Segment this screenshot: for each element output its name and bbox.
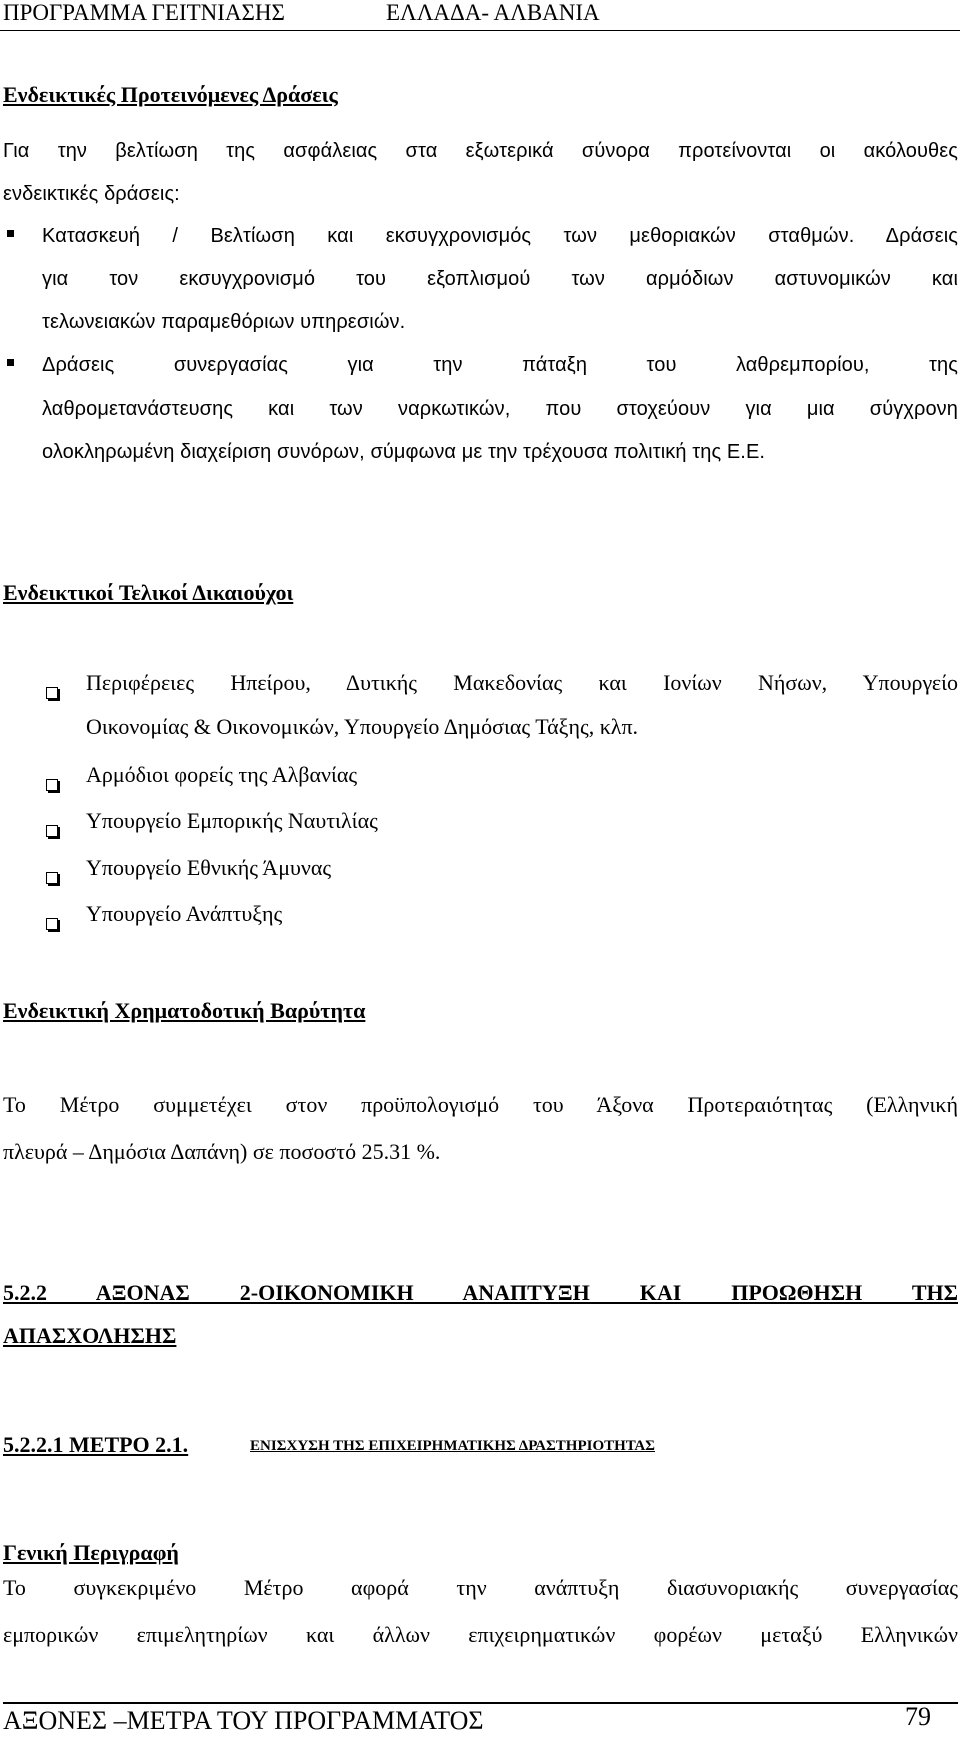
page-number: 79 bbox=[905, 1702, 931, 1731]
checkbox-bullet-icon bbox=[46, 825, 58, 837]
heading-indicative-actions: Ενδεικτικές Προτεινόμενες Δράσεις bbox=[3, 82, 338, 107]
actions-intro-line2: ενδεικτικές δράσεις: bbox=[3, 183, 180, 205]
heading-final-beneficiaries: Ενδεικτικοί Τελικοί Δικαιούχοι bbox=[3, 580, 294, 605]
actions-bullet1-line2: για τον εκσυγχρονισμό του εξοπλισμού των αρμόδιων αστυνομικών και bbox=[42, 268, 958, 290]
actions-intro-line1: Για την βελτίωση της ασφάλειας στα εξωτερικά σύνορα προτείνονται οι ακόλουθες bbox=[3, 140, 958, 162]
header-program-title: ΠΡΟΓΡΑΜΜΑ ΓΕΙΤΝΙΑΣΗΣ bbox=[3, 0, 285, 25]
description-line2: εμπορικών επιμελητηρίων και άλλων επιχειρηματικών φορέων μεταξύ Ελληνικών bbox=[3, 1622, 958, 1647]
checkbox-bullet-icon bbox=[46, 918, 58, 930]
footer-title: ΑΞΟΝΕΣ –ΜΕΤΡΑ ΤΟΥ ΠΡΟΓΡΑΜΜΑΤΟΣ bbox=[3, 1706, 484, 1735]
beneficiary-item1-line2: Οικονομίας & Οικονομικών, Υπουργείο Δημόσιας Τάξης, κλπ. bbox=[86, 714, 639, 739]
checkbox-bullet-icon bbox=[46, 872, 58, 884]
axis-heading-line1: 5.2.2 ΑΞΟΝΑΣ 2-ΟΙΚΟΝΟΜΙΚΗ ΑΝΑΠΤΥΞΗ ΚΑΙ ΠΡΟΩΘΗΣΗ ΤΗΣ bbox=[3, 1280, 958, 1305]
actions-bullet1-line3: τελωνειακών παραμεθόριων υπηρεσιών. bbox=[42, 311, 406, 333]
beneficiary-item4: Υπουργείο Εθνικής Άμυνας bbox=[86, 855, 332, 880]
measure-title: ΕΝΙΣΧΥΣΗ ΤΗΣ ΕΠΙΧΕΙΡΗΜΑΤΙΚΗΣ ΔΡΑΣΤΗΡΙΟΤΗΤΑΣ bbox=[250, 1438, 655, 1454]
measure-number: 5.2.2.1 ΜΕΤΡΟ 2.1. bbox=[3, 1432, 189, 1457]
beneficiary-item3: Υπουργείο Εμπορικής Ναυτιλίας bbox=[86, 808, 378, 833]
footer-rule bbox=[3, 1702, 958, 1704]
description-line1: Το συγκεκριμένο Μέτρο αφορά την ανάπτυξη διασυνοριακής συνεργασίας bbox=[3, 1575, 958, 1600]
actions-bullet2-line3: ολοκληρωμένη διαχείριση συνόρων, σύμφωνα με την τρέχουσα πολιτική της Ε.Ε. bbox=[42, 441, 766, 463]
heading-financial-weight: Ενδεικτική Χρηματοδοτική Βαρύτητα bbox=[3, 998, 366, 1023]
square-bullet-icon bbox=[7, 230, 14, 237]
actions-bullet1-line1: Κατασκευή / Βελτίωση και εκσυγχρονισμός των μεθοριακών σταθμών. Δράσεις bbox=[42, 225, 958, 247]
axis-heading-line2: ΑΠΑΣΧΟΛΗΣΗΣ bbox=[3, 1323, 177, 1348]
actions-bullet2-line2: λαθρομετανάστευσης και των ναρκωτικών, που στοχεύουν για μια σύγχρονη bbox=[42, 398, 958, 420]
beneficiary-item5: Υπουργείο Ανάπτυξης bbox=[86, 901, 283, 926]
heading-general-description: Γενική Περιγραφή bbox=[3, 1540, 179, 1565]
checkbox-bullet-icon bbox=[46, 687, 58, 699]
checkbox-bullet-icon bbox=[46, 779, 58, 791]
beneficiary-item2: Αρμόδιοι φορείς της Αλβανίας bbox=[86, 762, 358, 787]
actions-bullet2-line1: Δράσεις συνεργασίας για την πάταξη του λαθρεμπορίου, της bbox=[42, 354, 958, 376]
square-bullet-icon bbox=[7, 359, 14, 366]
weight-line2: πλευρά – Δημόσια Δαπάνη) σε ποσοστό 25.31 %. bbox=[3, 1139, 441, 1164]
beneficiary-item1-line1: Περιφέρειες Ηπείρου, Δυτικής Μακεδονίας και Ιονίων Νήσων, Υπουργείο bbox=[86, 670, 958, 695]
header-countries: ΕΛΛΑΔΑ- ΑΛΒΑΝΙΑ bbox=[386, 0, 600, 25]
weight-line1: Το Μέτρο συμμετέχει στον προϋπολογισμό του Άξονα Προτεραιότητας (Ελληνική bbox=[3, 1092, 958, 1117]
